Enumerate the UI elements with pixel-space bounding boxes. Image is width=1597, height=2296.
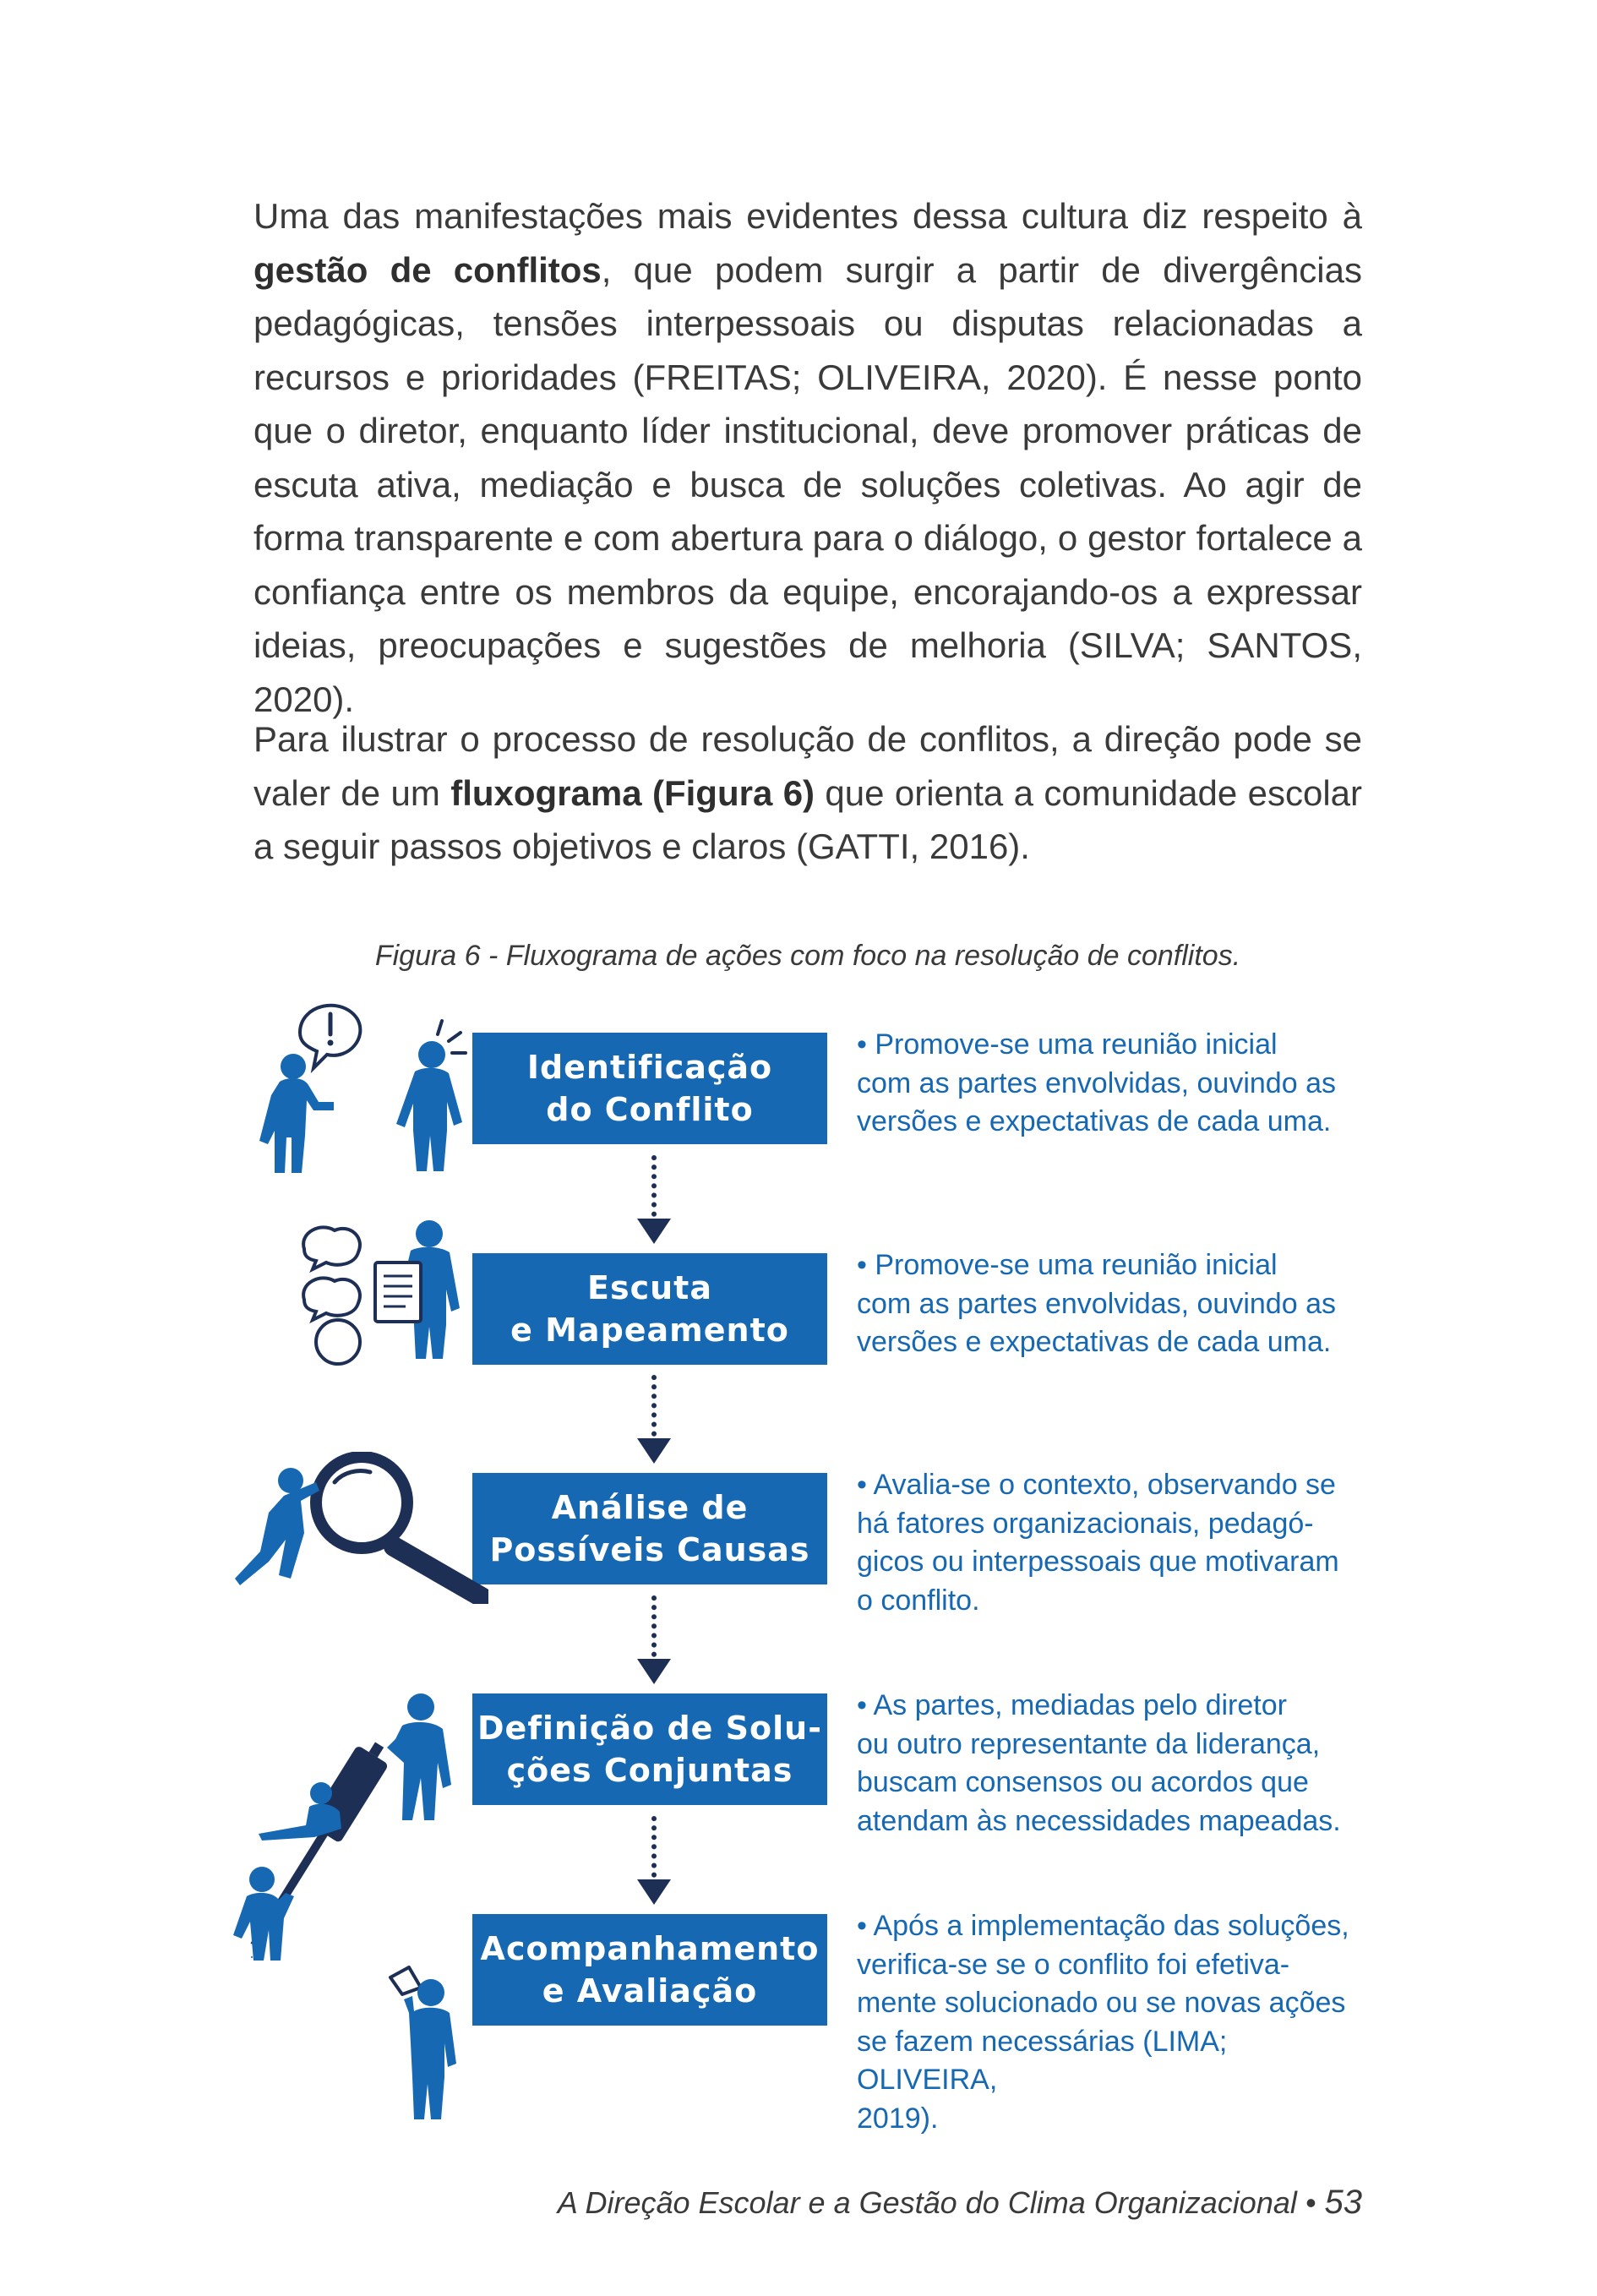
paragraph-2-text-a: Para ilustrar o processo de resolução de conflitos, a direção pode se valer de um xyxy=(253,719,1362,813)
footer-separator: • xyxy=(1305,2185,1316,2220)
paragraph-1 xyxy=(253,189,1362,726)
step-desc-acompanhamento: • Após a implementação das soluções, verifica-se se o conflito foi efetiva- mente solucionado ou se novas ações se fazem necessárias (LIMA; OLIVEIRA, 2019). xyxy=(857,1910,1349,2135)
person-clipboard-speech-icon xyxy=(287,1215,482,1367)
paragraph-1-text-b: , que podem surgir a partir de divergências pedagógicas, tensões interpessoais ou disputas relacionadas a recursos e prioridades (FREITAS; OLIVEIRA, 2020). É nesse ponto que o diretor, enquanto líder institucional, deve promover práticas de escuta ativa, mediação e busca de soluções coletivas. Ao agir de forma transparente e com abertura para o diálogo, o gestor fortalece a confiança entre os membros da equipe, encorajando-os a expressar ideias, preocupações e sugestões de melhoria (SILVA; SANTOS, 2020). xyxy=(253,249,1362,719)
step-box-acompanhamento: Acompanhamento e Avaliação xyxy=(472,1914,827,2026)
people-screwdriver-icon xyxy=(221,1685,475,1964)
paragraph-1-bold: gestão de conflitos xyxy=(253,249,602,290)
person-magnifier-icon xyxy=(235,1452,488,1604)
step-desc-definicao: • As partes, mediadas pelo diretor ou outro representante da liderança, buscam consensos ou acordos que atendam às necessidades mapeadas. xyxy=(857,1689,1341,1837)
flow-arrow-2 xyxy=(635,1374,673,1467)
step-box-analise: Análise de Possíveis Causas xyxy=(472,1473,827,1584)
flow-arrow-1 xyxy=(635,1154,673,1247)
paragraph-2-text-b: que orienta a comunidade escolar a seguir passos objetivos e claros (GATTI, 2016). xyxy=(253,772,1362,866)
figure-caption: Figura 6 - Fluxograma de ações com foco na resolução de conflitos. xyxy=(374,940,1241,972)
paragraph-2-bold: fluxograma (Figura 6) xyxy=(450,772,815,813)
person-megaphone-icon xyxy=(380,1962,473,2121)
page-footer xyxy=(558,2184,1362,2222)
paragraph-2 xyxy=(253,712,1362,874)
flow-arrow-4 xyxy=(635,1815,673,1908)
running-title: A Direção Escolar e a Gestão do Clima Organizacional xyxy=(557,2185,1297,2220)
people-exclamation-icon xyxy=(249,995,477,1183)
page-number: 53 xyxy=(1324,2184,1362,2221)
step-box-definicao: Definição de Solu- ções Conjuntas xyxy=(472,1693,827,1805)
step-desc-identificacao: • Promove-se uma reunião inicial com as partes envolvidas, ouvindo as versões e expectativas de cada uma. xyxy=(857,1028,1336,1137)
step-box-identificacao: Identificação do Conflito xyxy=(472,1033,827,1144)
step-box-escuta: Escuta e Mapeamento xyxy=(472,1253,827,1365)
paragraph-1-text-a: Uma das manifestações mais evidentes dessa cultura diz respeito à xyxy=(253,196,1362,236)
flow-arrow-3 xyxy=(635,1595,673,1688)
step-desc-escuta: • Promove-se uma reunião inicial com as partes envolvidas, ouvindo as versões e expectativas de cada uma. xyxy=(857,1249,1336,1358)
step-desc-analise: • Avalia-se o contexto, observando se há fatores organizacionais, pedagó- gicos ou interpessoais que motivaram o conflito. xyxy=(857,1469,1339,1617)
